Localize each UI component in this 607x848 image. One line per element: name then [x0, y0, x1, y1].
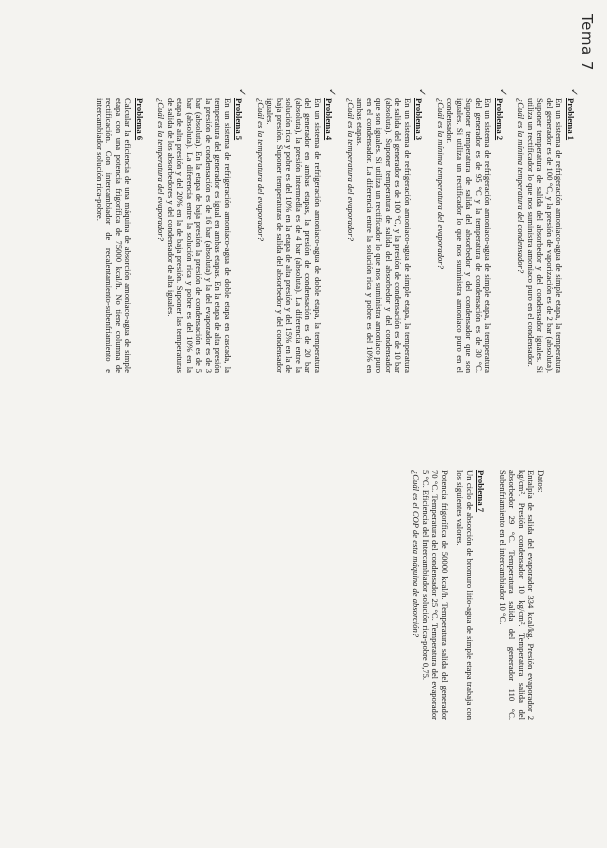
problem-title: Problema 6: [135, 98, 145, 141]
problem-values: Potencia frigorífica de 50000 kcal/h. Temperatura salida del generador 70 °C. Temperatura del condensador 25 °C. Temperatura del evaporador 5 °C. Eficiencia del Intercambiador solución rica-pobre 0,75.: [421, 470, 450, 720]
checkmark-icon: ✓: [326, 88, 338, 97]
problem-question: ¿Cuál es el COP de esta máquina de absorción?: [411, 470, 422, 638]
problem-text: En un sistema de refrigeración amoniaco-agua de doble etapa en cascada, la temperatura del generador es igual en ambas etapas. En la etapa de alta presión la presión de condensación es de 16 bar (absoluta) y la del evaporador es de 3 bar (absoluta). En la etapa de baja presión la presión de condensación es de 5 bar (absoluta). La diferencia entre la solución rica y pobre es del 10% en la etapa de alta presión y del 20% en la de baja presión. Suponer las temperaturas de salida de los absorbedores y del condensador de alta iguales.: [166, 98, 233, 373]
problem-question: ¿Cuál es la temperatura del evaporador?: [256, 98, 266, 241]
checkmark-icon: ✓: [497, 88, 508, 97]
problem-question: ¿Cuál es la mínima temperatura del evaporador?: [436, 98, 446, 269]
problem-4: [256, 88, 338, 373]
problem-text: En un sistema de refrigeración amoniaco-agua de simple etapa, la temperatura del generador es de 100 °C, y la presión de vaporización es de 2 bar (absoluta). Suponer temperatura de salida del absorbedor y del condensador iguales. Si utiliza un rectificador lo que nos suministra amoniaco puro en el condensador.: [526, 98, 565, 373]
problem-text: En un sistema de refrigeración amoniaco-agua de doble etapa, la temperatura del generador en ambas etapas, la presión de condensación es de 20 bar (absoluta), la presión intermedia es de 4 bar (absoluta). La diferencia entre la solución rica y pobre es del 10% en la etapa de alta presión y del 15% en la de baja presión. Suponer temperaturas de salida del absorbedor y del condensador iguales.: [265, 98, 323, 373]
data-text: Entalpía de salida del evaporador 334 kcal/kg. Presión evaporador 2 kg/cm². Presión condensador 10 kg/cm². Temperatura salida del absorbedor 29 °C. Temperatura salida del generador 110 °C. Subenfriamiento en el intercambiador 10 °C.: [498, 470, 537, 720]
problem-question: ¿Cuál es la mínima temperatura del condensador?: [516, 98, 527, 274]
checkmark-icon: ✓: [416, 88, 428, 97]
problem-1: [516, 88, 579, 373]
problem-5: [156, 88, 248, 373]
problem-title: Problema 3: [414, 98, 425, 141]
problem-sheet: [18, 8, 596, 848]
problem-title: Problema 7: [476, 470, 487, 513]
checkmark-icon: ✓: [568, 88, 579, 97]
problem-question: ¿Cuál es la temperatura del evaporador?: [156, 98, 167, 241]
problem-text: En un sistema de refrigeración amoniaco-agua de simple etapa, la temperatura de salida del generador es de 100 °C, y la presión de condensación es de 10 bar (absoluta). Suponer temperatura de salida del absorbedor y del condensador que son iguales. Si utiliza un rectificador lo que nos suministra amoniaco puro en el condensador. La diferencia entre la solución rica y pobre es del 10% en ambas etapas.: [355, 98, 413, 373]
problem-text: En un sistema de refrigeración amoniaco-agua de simple etapa, la temperatura del generador es de 95 °C y la temperatura de condensación es de 30 °C. Suponer temperatura de salida del absorbedor y del condensador que son iguales. Si utiliza un rectificador lo que nos suministra amoniaco puro en el condensador.: [445, 98, 494, 373]
problem-3: [346, 88, 428, 373]
rotated-content: [18, 8, 596, 848]
problem-7: [411, 470, 486, 720]
problem-title: Problema 5: [234, 98, 245, 141]
right-column: [399, 470, 545, 720]
handwritten-title: Tema 7: [578, 14, 596, 71]
data-label: Datos:: [536, 470, 546, 493]
problem-6: [95, 98, 145, 373]
problem-question: ¿Cuál es la temperatura del evaporador?: [346, 98, 356, 241]
left-column: [83, 88, 579, 373]
problem-6-data: [498, 470, 546, 720]
problem-intro: Un ciclo de absorción de bromuro litio-agua de simple etapa trabaja con los siguientes valores.: [455, 470, 475, 720]
checkmark-icon: ✓: [236, 88, 248, 97]
problem-text: Calcular la eficiencia de una máquina de absorción amoniaco-agua de simple etapa con una potencia frigorífica de 75000 kcal/h. No tiene columna de rectificación. Con intercambiador de recalentamiento-subenfriamiento e intercambiador solución rica-pobre.: [95, 98, 134, 373]
problem-2: [436, 88, 508, 373]
problem-title: Problema 1: [566, 98, 576, 141]
problem-title: Problema 4: [324, 98, 335, 141]
problem-title: Problema 2: [495, 98, 505, 141]
